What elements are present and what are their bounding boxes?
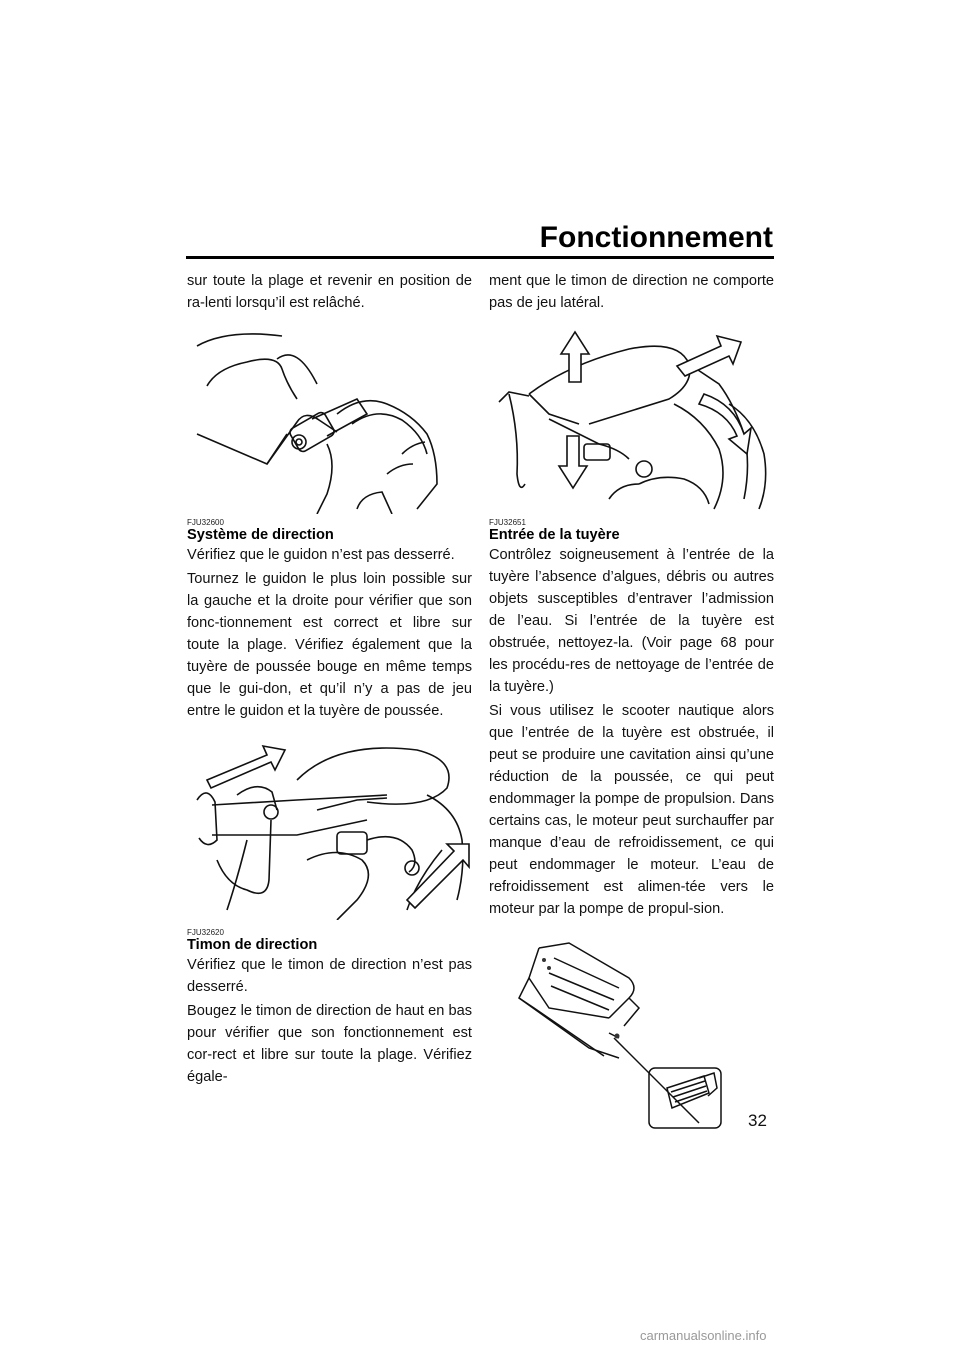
paragraph: Vérifiez que le timon de direction n’est pas desserré.	[187, 957, 472, 995]
watermark: carmanualsonline.info	[640, 1328, 767, 1343]
section-code: FJU32651	[489, 518, 526, 527]
section-title: Timon de direction	[187, 937, 318, 953]
section-code: FJU32620	[187, 928, 224, 937]
paragraph: Bougez le timon de direction de haut en bas pour vérifier que son fonctionnement est cor-rect et libre sur toute la plage. Vérifiez égale-	[187, 1003, 472, 1085]
paragraph: Si vous utilisez le scooter nautique alors que l’entrée de la tuyère est obstruée, il peut se produire une cavitation ainsi qu’une réduction de la poussée, ce qui peut endommager la pompe de propulsion. Dans certains cas, le moteur peut surchauffer par manque d’eau de refroidissement, ce qui peut endommager le moteur. L’eau de refroidissement est alimen-tée vers le moteur par la pompe de propul-sion.	[489, 703, 774, 917]
handlebar-steering-illustration	[187, 740, 472, 920]
tiller-play-illustration	[489, 324, 774, 514]
section-steering	[187, 518, 472, 722]
paragraph: Tournez le guidon le plus loin possible sur la gauche et la droite pour vérifier que son fonc-tionnement est correct et libre sur toute la plage. Vérifiez également que la tuyère de poussée bouge en même temps que le gui-don, et qu’il n’y a pas de jeu entre le guidon et la tuyère de poussée.	[187, 571, 472, 719]
paragraph: Contrôlez soigneusement à l’entrée de la tuyère l’absence d’algues, débris ou autres objets susceptibles d’entraver l’admission de l’eau. Si l’entrée de la tuyère est obstruée, nettoyez-la. (Voir page 68 pour les procédu-res de nettoyage de l’entrée de la tuyère.)	[489, 547, 774, 695]
paragraph: Vérifiez que le guidon n’est pas desserré.	[187, 547, 455, 563]
section-title: Entrée de la tuyère	[489, 527, 620, 543]
intro-text-left: sur toute la plage et revenir en position de ra-lenti lorsqu’il est relâché.	[187, 273, 472, 311]
intro-text-right: ment que le timon de direction ne comporte pas de jeu latéral.	[489, 273, 774, 311]
throttle-illustration	[187, 324, 472, 514]
nozzle-intake-illustration	[489, 938, 774, 1138]
section-code: FJU32600	[187, 518, 224, 527]
section-title: Système de direction	[187, 527, 334, 543]
section-nozzle	[489, 518, 774, 920]
header-rule	[186, 256, 774, 259]
page-title: Fonctionnement	[539, 221, 773, 254]
page-number: 32	[748, 1111, 767, 1130]
left-column	[187, 270, 472, 1088]
right-column	[489, 270, 774, 1138]
section-tiller	[187, 928, 472, 1088]
